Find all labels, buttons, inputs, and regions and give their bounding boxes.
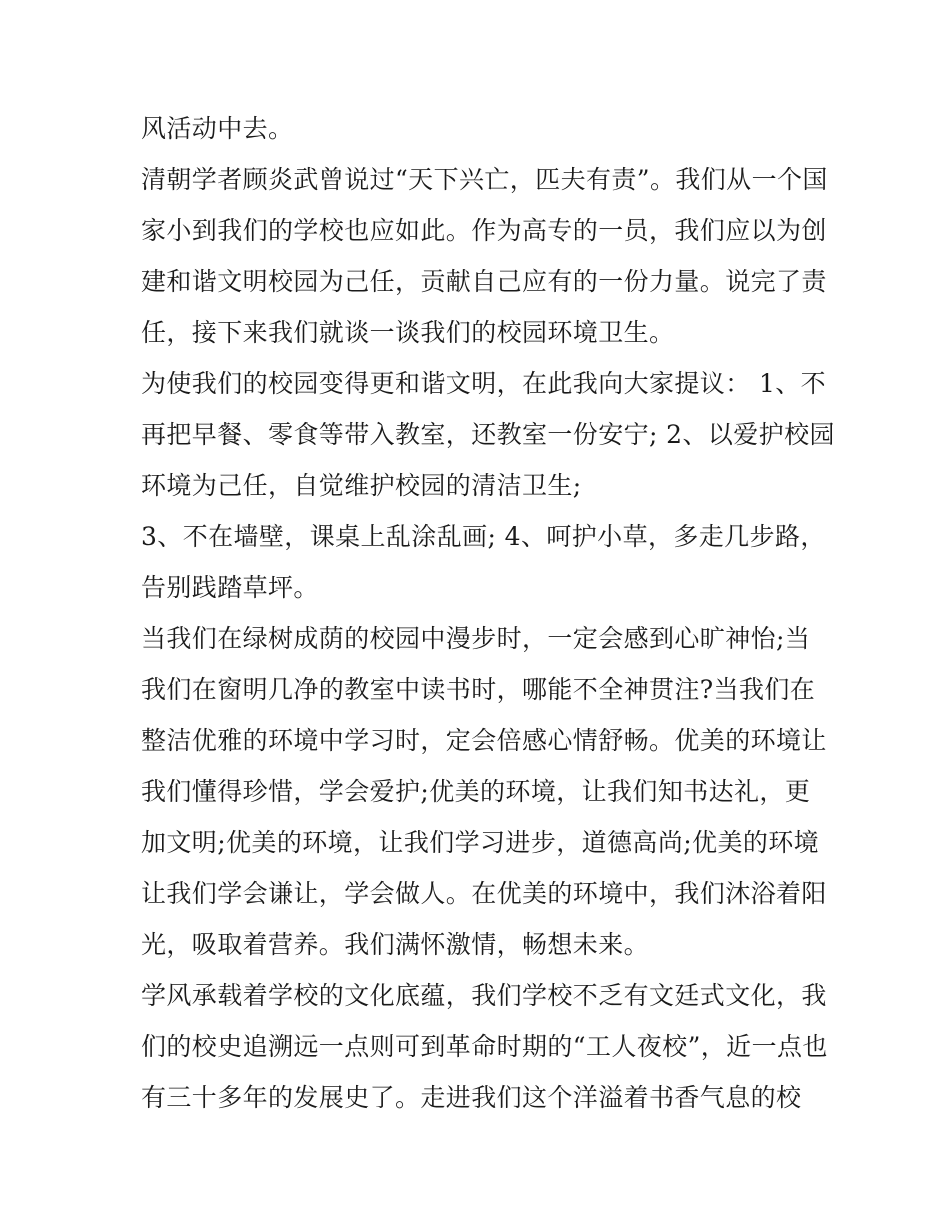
text-line: 风活动中去。 (141, 114, 294, 143)
text-line: 建和谐文明校园为己任，贡献自己应有的一份力量。说完了责 (141, 267, 827, 296)
text-line: 有三十多年的发展史了。走进我们这个洋溢着书香气息的校 (141, 1083, 802, 1112)
text-line: 们的校史追溯远一点则可到革命时期的“工人夜校”，近一点也 (141, 1032, 828, 1061)
text-line: 清朝学者顾炎武曾说过“天下兴亡，匹夫有责”。我们从一个国 (141, 165, 828, 194)
text-line: 再把早餐、零食等带入教室，还教室一份安宁; 2、以爱护校园 (141, 420, 835, 449)
text-line: 告别践踏草坪。 (141, 573, 319, 602)
text-line: 当我们在绿树成荫的校园中漫步时，一定会感到心旷神怡;当 (141, 624, 811, 653)
text-line: 让我们学会谦让，学会做人。在优美的环境中，我们沐浴着阳 (141, 879, 827, 908)
text-line: 任，接下来我们就谈一谈我们的校园环境卫生。 (141, 318, 675, 347)
text-line: 我们在窗明几净的教室中读书时，哪能不全神贯注?当我们在 (141, 675, 816, 704)
text-line: 光，吸取着营养。我们满怀激情，畅想未来。 (141, 930, 650, 959)
text-line: 我们懂得珍惜，学会爱护;优美的环境，让我们知书达礼，更 (141, 777, 811, 806)
text-line: 整洁优雅的环境中学习时，定会倍感心情舒畅。优美的环境让 (141, 726, 827, 755)
text-line: 环境为己任，自觉维护校园的清洁卫生; (141, 471, 582, 500)
text-line: 3、不在墙壁，课桌上乱涂乱画; 4、呵护小草，多走几步路， (141, 522, 826, 551)
text-line: 为使我们的校园变得更和谐文明，在此我向大家提议： 1、不 (141, 369, 827, 398)
text-line: 学风承载着学校的文化底蕴，我们学校不乏有文廷式文化，我 (141, 981, 827, 1010)
text-line: 加文明;优美的环境，让我们学习进步，道德高尚;优美的环境 (141, 828, 820, 857)
text-line: 家小到我们的学校也应如此。作为高专的一员，我们应以为创 (141, 216, 827, 245)
